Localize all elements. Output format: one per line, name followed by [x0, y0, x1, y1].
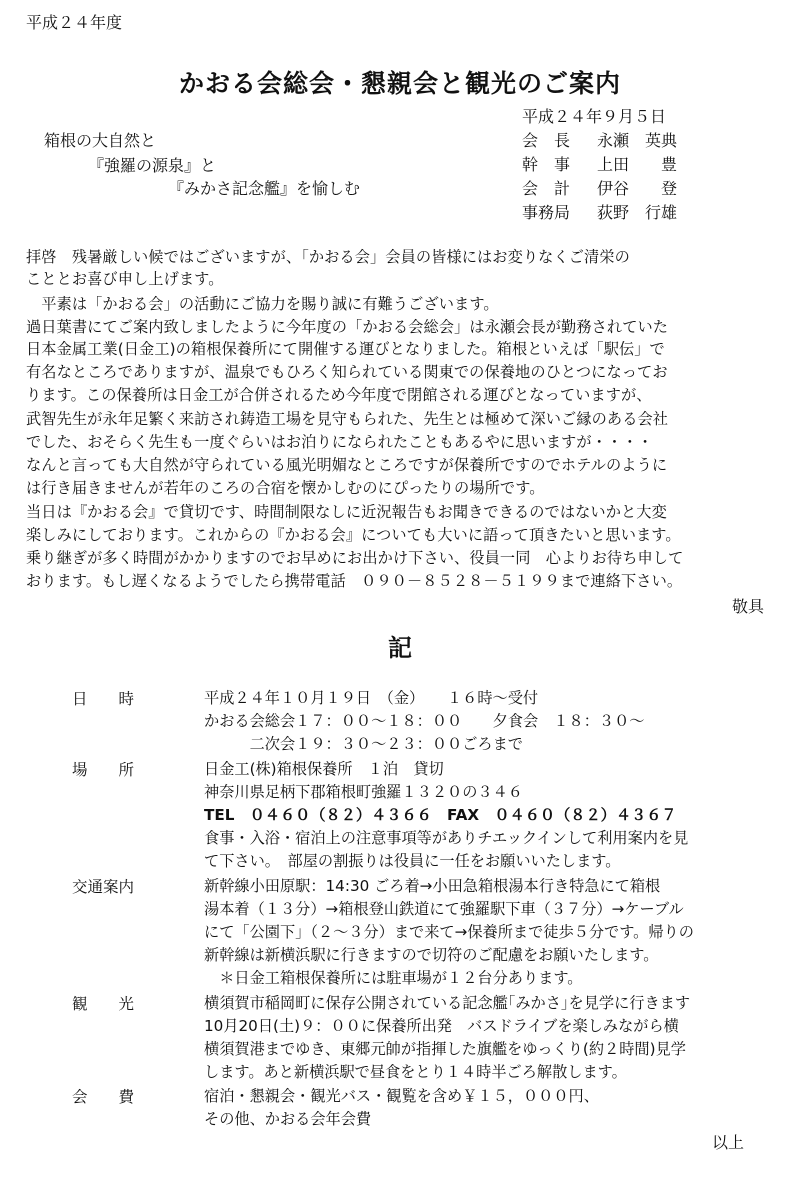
label-datetime: 日 時: [72, 690, 135, 708]
body-line: 過日葉書にてご案内致しましたように今年度の「かおる会総会」は永瀬会長が勤務されていた: [26, 318, 669, 336]
label-venue: 場 所: [72, 761, 135, 779]
officer-name: 永瀬 英典: [597, 131, 678, 150]
detail-line: 湯本着（１３分）→箱根登山鉄道にて強羅駅下車（３７分）→ケーブル: [204, 900, 684, 918]
body-line: 平素は「かおる会」の活動にご協力を賜り誠に有難うございます。: [26, 295, 499, 313]
officer-role: 幹 事: [522, 155, 571, 174]
detail-line: 新幹線小田原駅：14:30 ごろ着→小田急箱根湯本行き特急にて箱根: [204, 877, 661, 895]
label-sightseeing: 観 光: [72, 995, 135, 1013]
officer-name: 荻野 行雄: [597, 203, 678, 222]
body-line: 楽しみにしております。これからの『かおる会』についても大いに語って頂きたいと思います。: [26, 526, 681, 544]
body-line: 拝啓 残暑厳しい候ではございますが、「かおる会」会員の皆様にはお変りなくご清栄の: [26, 248, 630, 266]
officer-row: [522, 152, 677, 175]
detail-line: 二次会１９：３０～２３：００ごろまで: [204, 735, 523, 753]
detail-line: にて「公園下」（２～３分）まで来て→保養所まで徒歩５分です。帰りの: [204, 923, 694, 941]
detail-line-phone: TEL ０４６０（８２）４３６６ FAX ０４６０（８２）４３６７: [204, 806, 677, 824]
detail-line: 平成２４年１０月１９日 （金） １６時～受付: [204, 689, 539, 707]
body-line: は行き届きませんが若年のころの合宿を懐かしむのにぴったりの場所です。: [26, 479, 545, 497]
label-fee: 会 費: [72, 1088, 135, 1106]
body-line: おります。もし遅くなるようでしたら携帯電話 ０９０－８５２８－５１９９まで連絡下さい。: [26, 572, 683, 590]
detail-line: その他、かおる会年会費: [204, 1110, 372, 1128]
document-title: かおる会総会・懇親会と観光のご案内: [178, 69, 621, 98]
detail-line: 横須賀市稲岡町に保存公開されている記念艦｢みかさ｣を見学に行きます: [204, 994, 690, 1012]
subtitle-line: 『みかさ記念艦』を愉しむ: [168, 179, 361, 198]
officer-name: 上田 豊: [597, 155, 678, 174]
officer-name: 伊谷 登: [597, 179, 678, 198]
detail-line: します。あと新横浜駅で昼食をとり１４時半ごろ解散します。: [204, 1063, 627, 1081]
detail-line: 神奈川県足柄下郡箱根町強羅１３２０の３４６: [204, 783, 523, 801]
label-transport: 交通案内: [72, 878, 135, 896]
officer-role: 会 長: [522, 131, 571, 150]
officer-role: 会 計: [522, 179, 571, 198]
subtitle-line: 箱根の大自然と: [44, 131, 157, 150]
officer-role: 事務局: [522, 203, 571, 222]
body-line: 当日は『かおる会』で貸切です、時間制限なしに近況報告もお聞きできるのではないかと大変: [26, 503, 667, 521]
body-line: 日本金属工業(日金工)の箱根保養所にて開催する運びとなりました。箱根といえば「駅伝」で: [26, 340, 665, 358]
fiscal-year: 平成２４年度: [26, 13, 123, 32]
subtitle-line: 『強羅の源泉』と: [88, 156, 217, 175]
officer-row: [522, 128, 677, 151]
detail-line: 新幹線は新横浜駅に行きますので切符のご配慮をお願いたします。: [204, 946, 659, 964]
detail-line: 食事・入浴・宿泊上の注意事項等がありチエックインして利用案内を見: [204, 829, 689, 847]
detail-line: 横須賀港までゆき、東郷元帥が指揮した旗艦をゆっくり(約２時間)見学: [204, 1040, 686, 1058]
body-line: なんと言っても大自然が守られている風光明媚なところですが保養所ですのでホテルのように: [26, 456, 668, 474]
body-line: 武智先生が永年足繁く来訪され鋳造工場を見守もられた、先生とは極めて深いご縁のある会社: [26, 410, 669, 428]
officer-row: [522, 200, 677, 223]
detail-line: かおる会総会１７：００～１８：００ 夕食会 １８：３０～: [204, 712, 645, 730]
body-line: 乗り継ぎが多く時間がかかりますのでお早めにお出かけ下さい、役員一同 心よりお待ち申して: [26, 549, 684, 567]
body-line: 有名なところでありますが、温泉でもひろく知られている関東での保養地のひとつになってお: [26, 363, 668, 381]
end-mark: 以上: [712, 1133, 745, 1152]
body-line: ります。この保養所は日金工が合併されるため今年度で閉館される運びとなっていますが、: [26, 386, 652, 404]
officer-row: [522, 176, 677, 199]
detail-line: て下さい。 部屋の割振りは役員に一任をお願いいたします。: [204, 852, 621, 870]
detail-line: ＊日金工箱根保養所には駐車場が１２台分あります。: [204, 969, 583, 987]
detail-line: 日金工(株)箱根保養所 １泊 貸切: [204, 760, 444, 778]
closing-keigu: 敬具: [731, 597, 764, 616]
body-line: でした、おそらく先生も一度ぐらいはお泊りになられたこともあるやに思いますが・・・・: [26, 433, 653, 451]
detail-line: 宿泊・懇親会・観光バス・観覧を含め￥１５，０００円、: [204, 1087, 599, 1105]
detail-line: 10月20日(土)９：００に保養所出発 バスドライブを楽しみながら横: [204, 1017, 679, 1035]
body-line: こととお喜び申し上げます。: [26, 270, 224, 288]
details-heading: 記: [388, 634, 412, 662]
issue-date: 平成２４年９月５日: [522, 107, 667, 126]
